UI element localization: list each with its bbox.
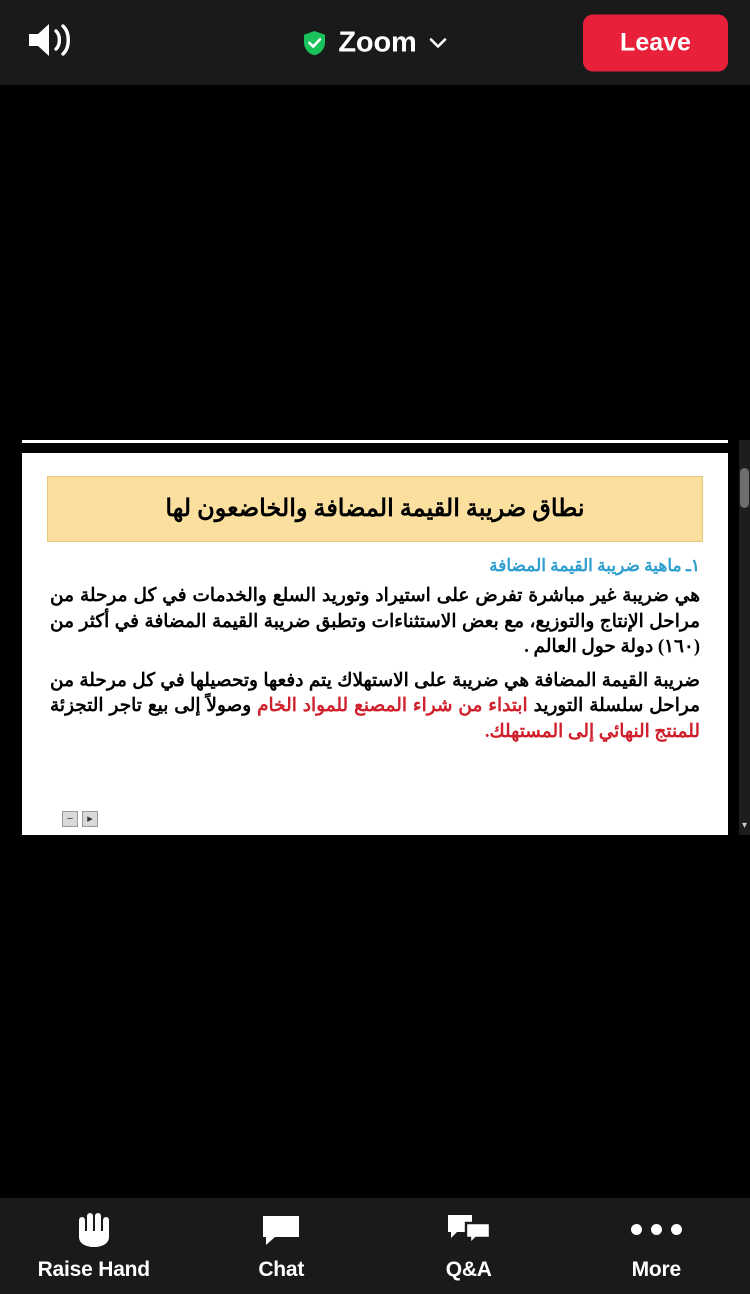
raise-hand-button[interactable] xyxy=(0,1198,188,1294)
raise-hand-icon xyxy=(74,1211,114,1249)
green-shield-check-icon xyxy=(301,29,328,56)
more-dots-icon xyxy=(631,1211,682,1249)
minimize-share-icon[interactable]: − xyxy=(62,811,78,827)
qa-label: Q&A xyxy=(445,1257,492,1281)
shared-slide-frame[interactable] xyxy=(22,440,728,835)
qa-button[interactable] xyxy=(375,1198,563,1294)
expand-share-icon[interactable]: ▸ xyxy=(82,811,98,827)
scroll-down-arrow-icon[interactable]: ▾ xyxy=(741,820,748,831)
top-bar xyxy=(0,0,750,85)
bottom-toolbar xyxy=(0,1198,750,1294)
share-view-controls[interactable] xyxy=(62,811,98,827)
more-label: More xyxy=(631,1257,681,1281)
share-scrollbar-thumb[interactable] xyxy=(740,468,749,508)
slide-title-box xyxy=(47,476,703,542)
slide-paragraph-1: هي ضريبة غير مباشرة تفرض على استيراد وتوريد السلع والخدمات في كل مرحلة من مراحل الإنتاج والتوزيع، مع بعض الاستثناءات وتطبق ضريبة القيمة المضافة في أكثر من (١٦٠) دولة حول العالم . xyxy=(50,586,700,658)
leave-button[interactable]: Leave xyxy=(583,14,728,71)
video-stage[interactable] xyxy=(0,85,750,1198)
qa-bubbles-icon xyxy=(445,1211,493,1249)
share-scrollbar[interactable] xyxy=(739,440,750,835)
chat-button[interactable] xyxy=(188,1198,376,1294)
chat-label: Chat xyxy=(258,1257,305,1281)
slide-title: نطاق ضريبة القيمة المضافة والخاضعون لها xyxy=(165,496,585,522)
chat-bubble-icon xyxy=(259,1211,303,1249)
more-button[interactable] xyxy=(563,1198,750,1294)
chevron-down-icon[interactable] xyxy=(427,32,449,54)
speaker-volume-icon xyxy=(25,19,77,66)
slide-paragraph-2-highlight-a: ابتداء من شراء المصنع للمواد الخام xyxy=(257,696,528,717)
raise-hand-label: Raise Hand xyxy=(37,1257,150,1281)
slide-subheading: ١ـ ماهية ضريبة القيمة المضافة xyxy=(489,556,700,575)
slide-paragraph-2-text-a: ضريبة القيمة المضافة هي ضريبة على الاستهلاك يتم دفعها وتحصيلها في كل مرحلة من مراحل سلسلة التوريد xyxy=(50,670,701,717)
slide-paragraph-2 xyxy=(50,669,700,746)
slide-paragraph-2-highlight-b: للمنتج النهائي إلى المستهلك. xyxy=(484,721,700,742)
speaker-button[interactable] xyxy=(22,21,80,65)
slide-paragraph-2-text-b: وصولاً إلى بيع تاجر التجزئة xyxy=(50,696,258,717)
presentation-slide xyxy=(22,453,728,835)
app-title: Zoom xyxy=(338,26,417,58)
screen-share-area[interactable] xyxy=(0,440,750,835)
